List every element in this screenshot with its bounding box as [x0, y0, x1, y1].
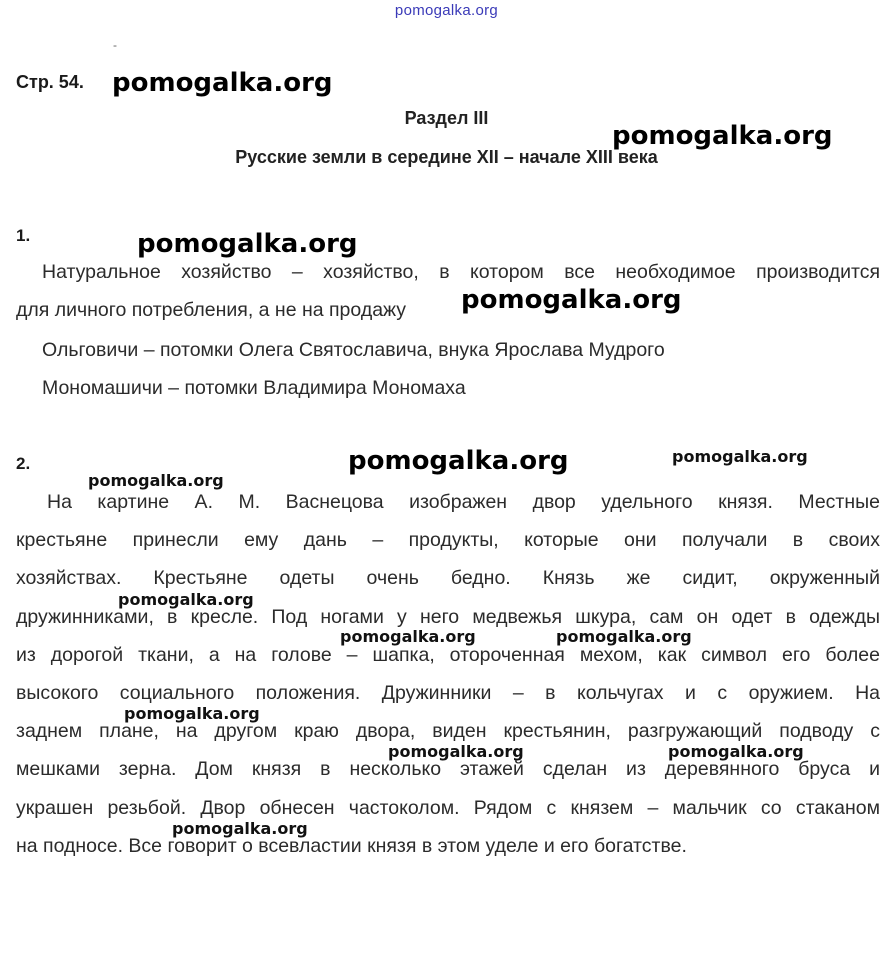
dash-mark: -	[113, 38, 117, 52]
task-1-line: Мономашичи – потомки Владимира Мономаха	[42, 377, 466, 399]
page-reference: Стр. 54.	[16, 72, 84, 92]
site-header[interactable]: pomogalka.org	[394, 2, 499, 19]
task-2-line: на подносе. Все говорит о всевластии князя в этом уделе и его богатстве.	[16, 835, 687, 857]
task-2-line: крестьяне принесли ему дань – продукты, которые они получали в своих	[16, 529, 880, 551]
watermark: pomogalka.org	[118, 590, 254, 609]
task-2-number: 2.	[16, 454, 31, 473]
watermark: pomogalka.org	[172, 819, 308, 838]
task-2-line: дружинниками, в кресле. Под ногами у него медвежья шкура, сам он одет в одежды	[16, 606, 880, 628]
watermark: pomogalka.org	[137, 229, 358, 259]
task-2-line: мешками зерна. Дом князя в несколько этажей сделан из деревянного бруса и	[16, 758, 880, 780]
task-1-line: Натуральное хозяйство – хозяйство, в котором все необходимое производится	[42, 261, 880, 283]
watermark: pomogalka.org	[461, 285, 682, 315]
task-2-line: На картине А. М. Васнецова изображен двор удельного князя. Местные	[47, 491, 880, 513]
watermark: pomogalka.org	[112, 68, 333, 98]
watermark: pomogalka.org	[388, 742, 524, 761]
task-2-line: из дорогой ткани, а на голове – шапка, отороченная мехом, как символ его более	[16, 644, 880, 666]
task-1-line: для личного потребления, а не на продажу	[16, 299, 407, 321]
section-subtitle: Русские земли в середине XII – начале XIII века	[235, 147, 658, 167]
task-2-line: заднем плане, на другом краю двора, виден крестьянин, разгружающий подводу с	[16, 720, 880, 742]
watermark: pomogalka.org	[348, 446, 569, 476]
watermark: pomogalka.org	[88, 471, 224, 490]
section-title: Раздел III	[404, 108, 489, 128]
watermark: pomogalka.org	[612, 121, 833, 151]
watermark: pomogalka.org	[668, 742, 804, 761]
task-1-line: Ольговичи – потомки Олега Святославича, внука Ярослава Мудрого	[42, 339, 665, 361]
watermark: pomogalka.org	[340, 627, 476, 646]
watermark: pomogalka.org	[124, 704, 260, 723]
watermark: pomogalka.org	[556, 627, 692, 646]
task-2-line: хозяйствах. Крестьяне одеты очень бедно. Князь же сидит, окруженный	[16, 567, 880, 589]
task-2-line: украшен резьбой. Двор обнесен частоколом. Рядом с князем – мальчик со стаканом	[16, 797, 880, 819]
task-2-line: высокого социального положения. Дружинники – в кольчугах и с оружием. На	[16, 682, 880, 704]
task-1-number: 1.	[16, 226, 31, 245]
watermark: pomogalka.org	[672, 447, 808, 466]
